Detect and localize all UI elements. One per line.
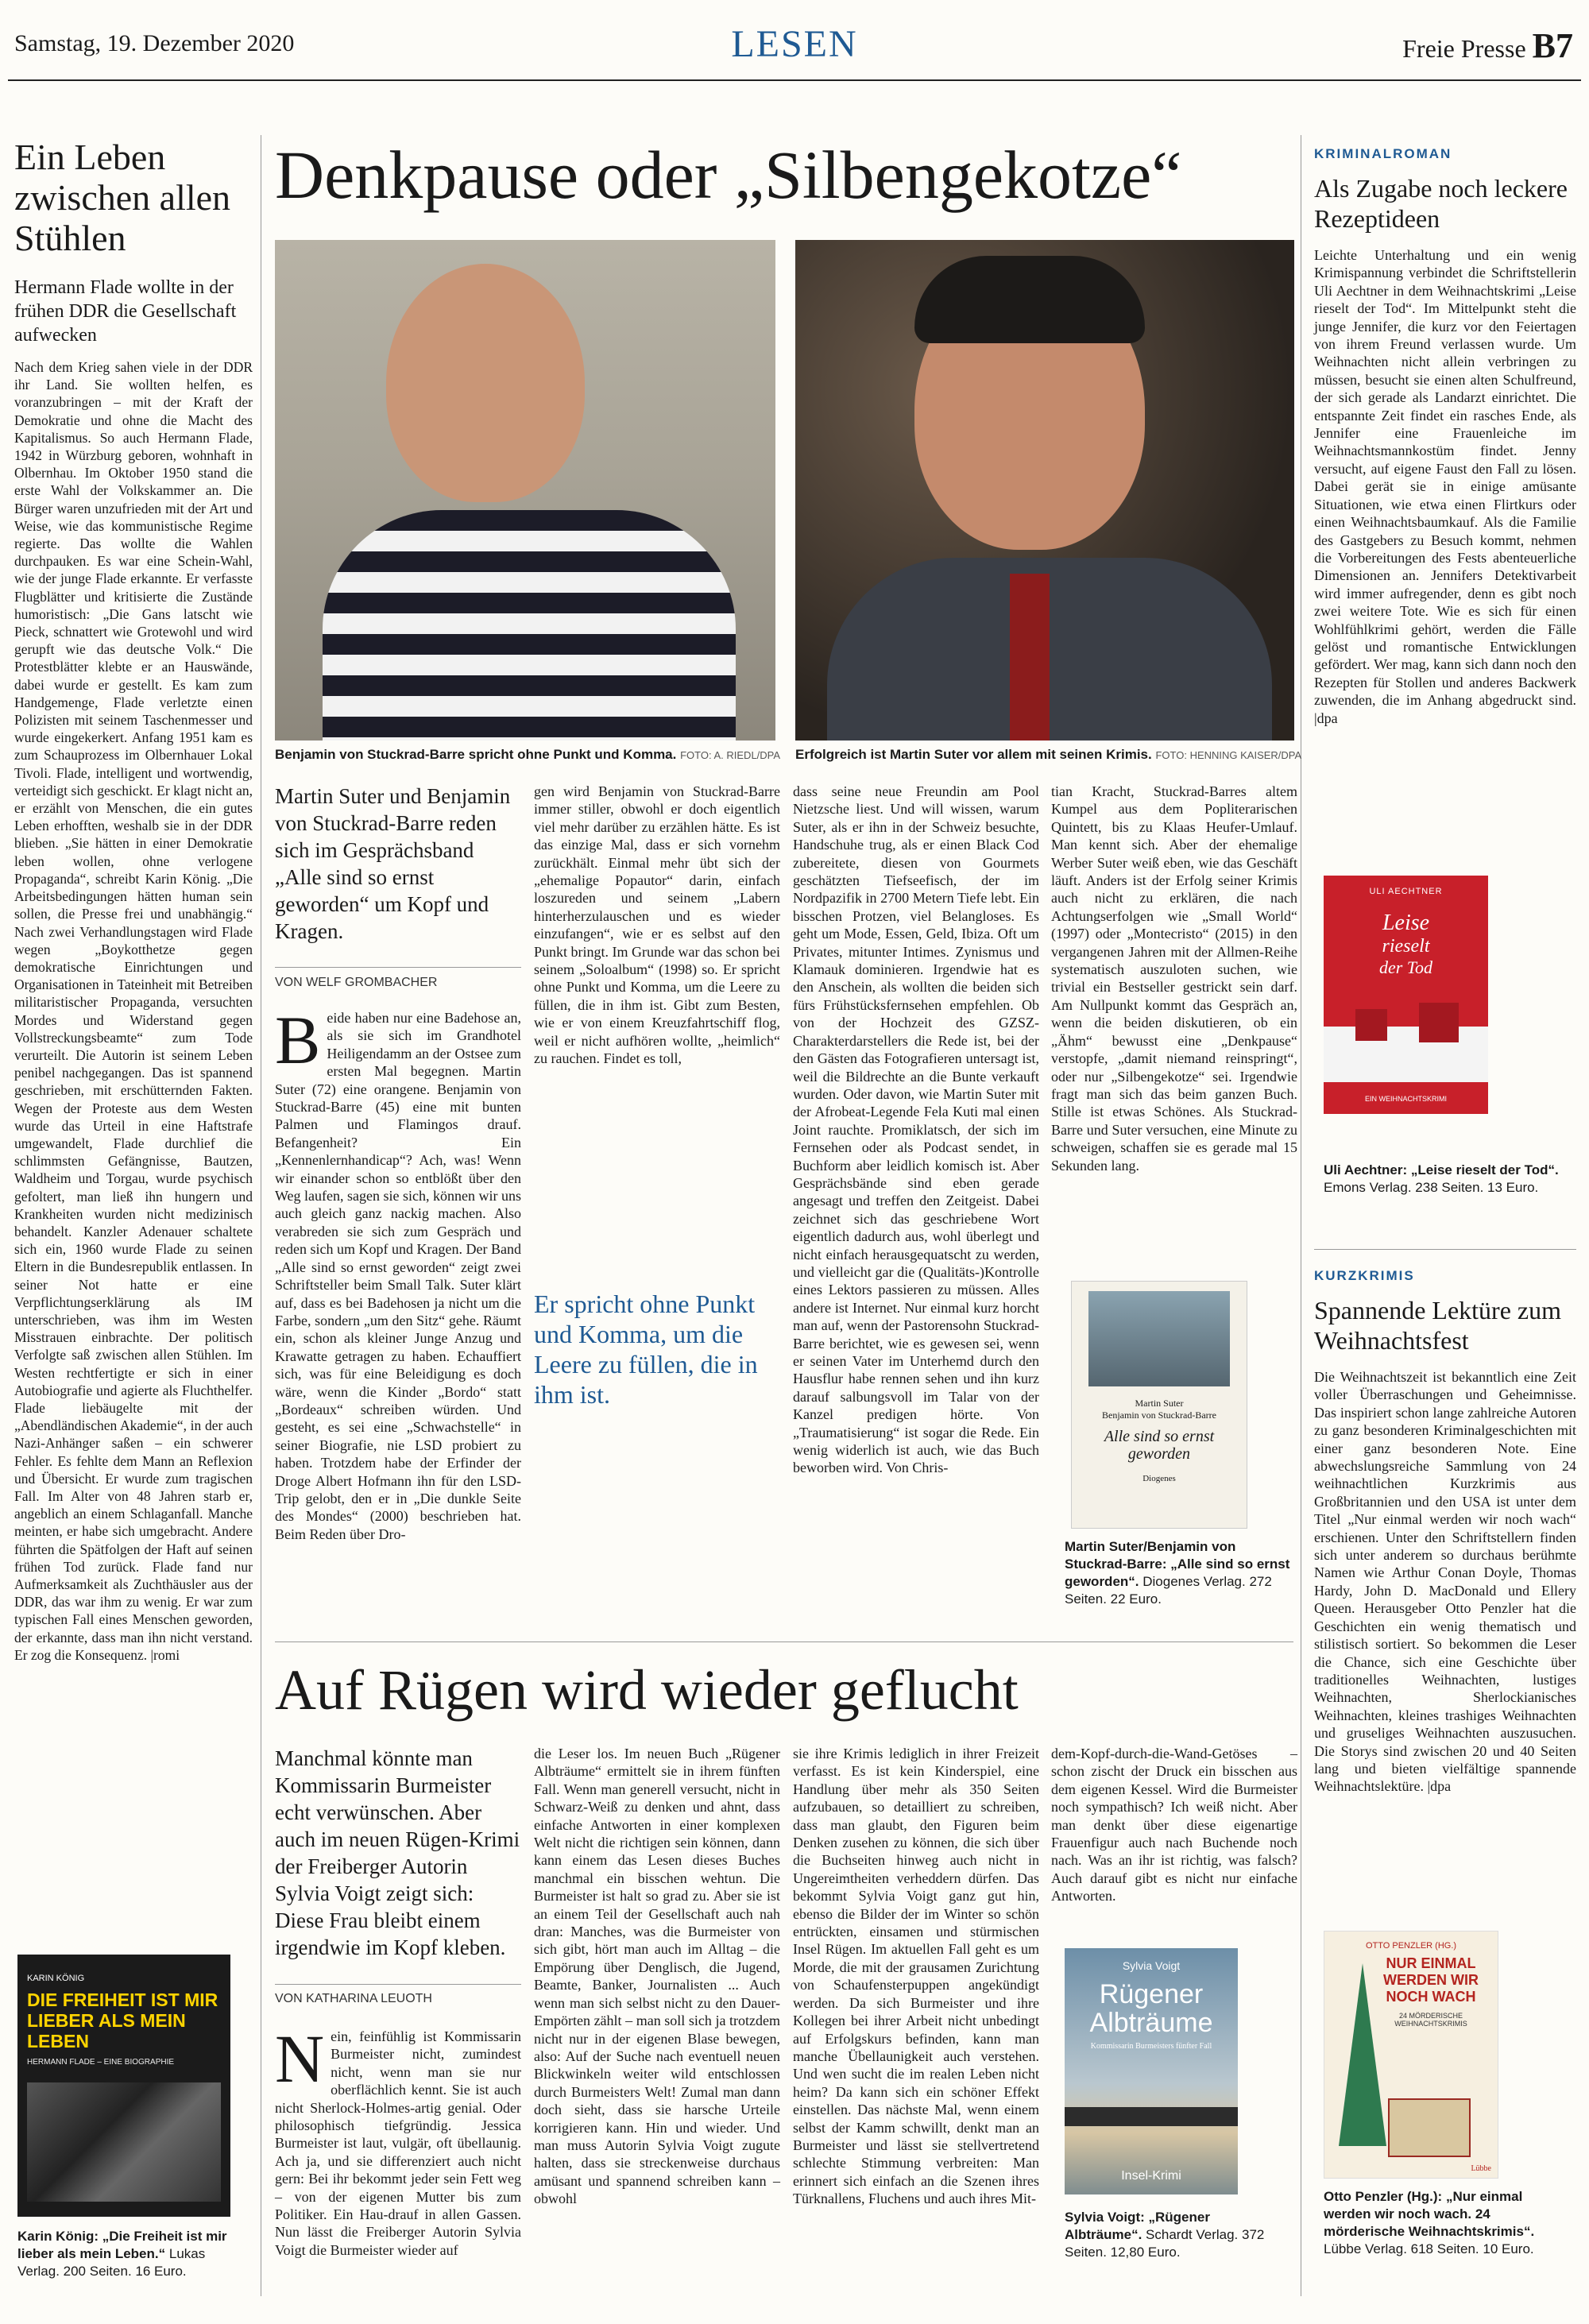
ruegen-col2: die Leser los. Im neuen Buch „Rügener Albträume“ ermittelt sie in ihrem fünften Fall. Wenn man generell versucht, nicht in Schwarz-Weiß zu denken und ahnt, dass einfache Antworten in einer komplexen Welt nicht die richtigen sein können, dann kann einem das Lesen dieses Buches manchmal ein bisschen wehtun. Die Burmeister ist halt so grad zu. Aber sie ist an einem Teil der Gesellschaft auch nah dran: Manches, was die Burmeister von sich gibt, hört man auch im Alltag – die Empörung über Denglisch, die Jugend, Beamte, Banker, Journalisten ... Auch wenn man sich selbst nicht zu den Dauer-Empörten zählt – man soll sich ja trotzdem nicht nur in der eigenen Blase bewegen, also: Auf der Suche nach eventuell neuen Blickwinkeln weiter wild entschlossen durch Burmeisters Welt! Zumal man dann doch sieht, dass sie harsche Urteile korrigieren kann. Hin und wieder. Und man muss Autorin Sylvia Voigt zugute halten, dass sie streckenweise durchaus amüsant und spannend schreiben kann – obwohl	[534, 1746, 780, 2207]
portrait-tie	[1010, 574, 1050, 741]
ruegen-dropcap: N	[275, 2020, 325, 2097]
portrait-hair	[914, 256, 1145, 343]
caption-title: Karin König: „Die Freiheit ist mir lieber als mein Leben.“	[17, 2229, 227, 2261]
right-bottom-headline: Spannende Lektüre zum Weihnachtsfest	[1314, 1296, 1561, 1355]
main-col1	[275, 1002, 521, 1613]
cover-publisher: Lübbe	[1471, 2164, 1491, 2173]
ruegen-headline: Auf Rügen wird wieder geflucht	[275, 1658, 1019, 1722]
caption-title: Otto Penzler (Hg.): „Nur einmal werden wir noch wach. 24 mörderische Weihnachtskrimis“.	[1324, 2189, 1535, 2239]
section-title: LESEN	[731, 23, 858, 65]
cover-author: Sylvia Voigt	[1122, 1959, 1181, 1972]
photo-suter	[795, 240, 1294, 741]
book-caption-freiheit	[17, 2228, 248, 2280]
ruegen-teaser-rule	[275, 1984, 521, 1985]
cover-author: KARIN KÖNIG	[27, 1974, 85, 1983]
main-byline: VON WELF GROMBACHER	[275, 976, 438, 989]
cover-pier	[1065, 2107, 1238, 2126]
right-rule	[1314, 1249, 1576, 1250]
right-bottom-kicker: KURZKRIMIS	[1314, 1268, 1415, 1283]
cover-house	[1388, 2098, 1471, 2157]
cover-title: DIE FREIHEIT IST MIR LIEBER ALS MEIN LEBEN	[27, 1990, 218, 2051]
cover-title-2: rieselt	[1382, 936, 1430, 957]
left-headline: Ein Leben zwischen allen Stühlen	[14, 137, 231, 258]
book-caption-leise	[1324, 1162, 1570, 1197]
cover-subtitle: HERMANN FLADE – EINE BIOGRAPHIE	[27, 2058, 175, 2067]
main-pullquote: Er spricht ohne Punkt und Komma, um die Leere zu füllen, die in ihm ist.	[534, 1290, 758, 1409]
cover-badge: Insel-Krimi	[1121, 2169, 1181, 2183]
cover-house	[1355, 1009, 1387, 1041]
main-col2: gen wird Benjamin von Stuckrad-Barre immer stiller, obwohl er doch eigentlich viel mehr darüber zu erzählen hätte. Es ist das einzige Mal, dass er sich vornehm zurückhält. Einmal mehr übt sich der „ehemalige Popautor“ darin, einfach loszureden und seinem „Labern hinterherzulauschen und es wieder einzufangen“, wie er es selbst auf den Punkt bringt. Im Grunde war das schon bei seinem „Soloalbum“ (1998) so. Er spricht ohne Punkt und Komma, um die Leere zu füllen, die in ihm ist. Gibt zum Besten, wie er von einem Kreuzfahrtschiff flog, weil er nicht aufhören wollte, „heimlich“ zu rauchen. Findet es toll,	[534, 783, 780, 1067]
photo2-caption-text: Erfolgreich ist Martin Suter vor allem mit seinen Krimis.	[795, 747, 1152, 762]
book-caption-ruegener	[1065, 2209, 1287, 2261]
caption-details: Lukas Verlag. 200 Seiten. 16 Euro.	[17, 2246, 206, 2279]
right-bottom-body: Die Weihnachtszeit ist bekanntlich eine Zeit voller Überraschungen und Geheimnisse. Das inspiriert schon lange zahlreiche Autoren zu ganz besonderen Kriminalgeschichten mit einer ganz besonderen Note. Eine abwechslungsreiche Sammlung von 24 weihnachtlichen Kurzkrimis aus Großbritannien und den USA ist unter dem Titel „Nur einmal werden wir noch wach“ erschienen. Unter den Schriftstellern finden sich unter anderem so durchaus berühmte Namen wie Arthur Conan Doyle, Thomas Hardy, John D. MacDonald und Ellery Queen. Herausgeber Otto Penzler hat die Geschichten ein wenig thematisch und stilistisch sortiert. So bekommen die Leser die Chance, sich eine Geschichte über traditionelles Weihnachten, lustiges Weihnachten, Sherlockianisches Weihnachten, kleines trashiges Weihnachten und gruseliges Weihnachten auszusuchen. Die Storys sind zwischen 20 und 40 Seiten lang und bieten vielfältige spannende Weihnachtslektüre. |dpa	[1314, 1369, 1576, 1795]
left-body: Nach dem Krieg sahen viele in der DDR ihr Land. Sie wollten helfen, es voranzubringen – mit der Kraft der Demokratie und ohne die Macht des Kapitalismus. So auch Hermann Flade, 1942 in Würzburg geboren, wohnhaft in Olbernhau. Im Oktober 1950 stand die erste Wahl der Volkskammer an. Die Bürger waren unzufrieden mit der Art und Weise, wie das kommunistische Regime regierte. Das wollte die Wahlen durchpauken. Es war eine Schein-Wahl, wie der junge Flade erkannte. Er verfasste Flugblätter und kritisierte die Zustände humoristisch: „Die Gans latscht wie Pieck, schnattert wie Grotewohl und wird gerupft wie das deutsche Volk.“ Die Protestblätter klebte er an Hauswände, dabei wurde er gestellt. Es kam zum Handgemenge, Flade verletzte einen Polizisten mit seinem Taschenmesser und wurde eingekerkert. Anfang 1951 kam es zum Schauprozess im Olbernhauer Lokal Tivoli. Flade, intelligent und wortwendig, verteidigt sich geschickt. Er klagt nicht an, er erzählt von Menschen, die ein gutes Leben erhofften, weshalb sie in der DDR blieben. „Sie hätten in einer Demokratie leben wollen, ohne verlogene Propaganda“, schreibt Karin König. „Die Arbeitsbedingungen hätten human sein sollen, die Presse frei und unabhängig.“ Nach zwei Verhandlungstagen wird Flade wegen „Boykotthetze gegen demokratische Einrichtungen und Organisationen in Tateinheit mit Betreiben militaristischer Propaganda, versuchten Mordes und Widerstand gegen Vollstreckungsbeamte“ zum Tode verurteilt. Die Autorin ist seinem Leben penibel nachgegangen. Das ist spannend geschrieben, mit erschütternden Fakten. Wegen der Proteste aus dem Westen wurde das Urteil in eine Haftstrafe umgewandelt, Flade durchlief die schlimmsten Gefängnisse, Bautzen, Waldheim und Torgau, wurde psychisch gefoltert, man ließ ihn hungern und Krankheiten wurden nicht medizinisch behandelt. Kanzler Adenauer schaltete sich ein, 1960 wurde Flade zu seinen Eltern in die Bundesrepublik entlassen. In seiner Not hatte er eine Verpflichtungserklärung als IM unterschrieben, was ihm im Westen Misstrauen einbrachte. Der politisch Verfolgte saß zwischen allen Stühlen. Im Westen rechtfertigte er sich in einer Autobiografie und agierte als Fluchthelfer. Flade liebäugelte mit der „Abendländischen Akademie“, in der auch Nazi-Anhänger saßen – ein schwerer Fehler. Es fehlte dem Mann an Reflexion und Übersicht. Er wurde zum tragischen Fall. Im Alter von 48 Jahren starb er, angeblich an einem Schlaganfall. Manche meinten, er habe sich umgebracht. Andere führten die Spätfolgen der Haft auf seinen frühen Tod zurück. Flade fand nur Aufmerksamkeit als Zuchthäusler aus der DDR, das war ihm zu wenig. Er war zum typischen Fall eines Menschen geworden, der erkannte, dass man ihn nicht verstand. Er zog die Konsequenz. |romi	[14, 359, 253, 1663]
portrait-face	[386, 264, 585, 502]
ruegen-col3: sie ihre Krimis lediglich in ihrer Freizeit verfasst. Es ist kein Kinderspiel, eine Handlung über mehr als 350 Seiten aufzubauen, so detailliert zu schreiben, dass man glaubt, den Figuren beim Denken zusehen zu können, die sich über die Buchseiten hinweg auch nicht in Ungereimtheiten verheddern dürfen. Das bekommt Sylvia Voigt ganz gut hin, ebenso die Bilder der im Winter so schön entrückten, einsamen und stürmischen Insel Rügen. Im aktuellen Fall geht es um Morde, die mit der grausamen Zurichtung von Schaufensterpuppen angekündigt werden. Da sich Burmeister und ihre Kollegen bei ihrer Arbeit nicht unbedingt auf Erfolgskurs befinden, kann man manche Übellaunigkeit auch verstehen. Und wen sucht die im realen Leben nicht heim? Da kann sich ein schöner Effekt einstellen. Das nächste Mal, wenn einem selbst der Kamm schwillt, denkt man an Burmeister und lässt sie stellvertretend schlechte Stimmung verbreiten: Man erinnert sich einfach an die Szenen ihres Türknallens, Fluchens und auch ihres Mit-	[793, 1746, 1039, 2207]
cover-title: NUR EINMAL WERDEN WIR NOCH WACH	[1383, 1955, 1479, 2005]
main-col4: tian Kracht, Stuckrad-Barres altem Kumpel aus dem Popliterarischen Quintett, bis zu Klaas Heufer-Umlauf. Man kennt sich. Aber der ehemalige Werber Suter weiß eben, wie das Geschäft läuft. Anders ist der Erfolg seiner Krimis auch nicht zu erklären, die nach Achtungserfolgen wie „Small World“ (1997) oder „Montecristo“ (2015) in den vergangenen Jahren mit der Allmen-Reihe systematisch auszuloten suchen, wie trivial ein Bestseller gestrickt sein darf. Am Nullpunkt kommt das Gespräch an, wenn die beiden diskutieren, ob ein „Ähm“ bewusst eine „Denkpause“ verstopfe, „damit niemand reinspringt“, oder nur „Silbengekotze“ sei. Irgendwie fragt man sich das beim ganzen Buch. Stille ist etwas Schönes. Als Stuckrad-Barre und Suter versuchen, eine Minute zu schweigen, schaffen sie es gerade mal 15 Sekunden lang.	[1051, 783, 1297, 1174]
ruegen-col1	[275, 2020, 521, 2302]
caption-title: Uli Aechtner: „Leise rieselt der Tod“.	[1324, 1162, 1559, 1177]
cover-title-1: Leise	[1382, 911, 1430, 935]
main-teaser: Martin Suter und Benjamin von Stuckrad-Barre reden sich im Gesprächsband „Alle sind so ernst geworden“ um Kopf und Kragen.	[275, 784, 511, 943]
ruegen-col1-text: ein, feinfühlig ist Kommissarin Burmeister nicht, zumindest nicht, wenn man sie nur oberflächlich kennt. Sie ist auch nicht Sherlock-Holmes-artig genial. Oder philosophisch tiefgründig. Jessica Burmeister ist laut, vulgär, oft übellaunig. Ach ja, und sie differenziert auch nicht gern: Bei ihr bekommt jeder sein Fett weg – von der eigenen Mutter bis zum Politiker. Ein Hau-drauf in allen Gassen. Nun lässt die Freiberger Autorin Sylvia Voigt die Burmeister wieder auf	[275, 2028, 521, 2258]
cover-photo	[1088, 1291, 1230, 1386]
book-cover-freiheit	[17, 1955, 230, 2217]
right-top-article	[1314, 146, 1576, 862]
cover-subtitle: EIN WEIHNACHTSKRIMI	[1364, 1095, 1447, 1103]
issue-date: Samstag, 19. Dezember 2020	[14, 30, 295, 56]
cover-title: Rügener Albträume	[1089, 1979, 1213, 2038]
cover-title: Alle sind so ernst geworden	[1104, 1428, 1215, 1463]
book-caption-alle-sind	[1065, 1538, 1295, 1608]
photo2-caption	[795, 747, 1304, 763]
photo1-caption	[275, 747, 783, 763]
cover-subtitle: 24 MÖRDERISCHE WEIHNACHTSKRIMIS	[1394, 2012, 1467, 2028]
cover-author1: Martin Suter	[1135, 1398, 1184, 1409]
right-top-headline: Als Zugabe noch leckere Rezeptideen	[1314, 174, 1568, 233]
cover-author2: Benjamin von Stuckrad-Barre	[1102, 1409, 1216, 1421]
right-top-body: Leichte Unterhaltung und ein wenig Krimispannung verbindet die Schriftstellerin Uli Aechtner in dem Weihnachtskrimi „Leise rieselt der Tod“. Im Mittelpunkt steht die junge Jennifer, die kurz vor den Feiertagen von ihrem Freund verlassen wurde. Um Weihnachten nicht allein verbringen zu müssen, besucht sie einen alten Schulfreund, der sich gerade als Landarzt einrichtet. Die entspannte Zeit findet ein rasches Ende, als Jennifer eine Frauenleiche im Weihnachtsmannkostüm findet. Jenny versucht, auf eigene Faust den Fall zu lösen. Dabei gerät sie in einige amüsante Situationen, wie etwa einen Flirtkurs oder einen Weihnachtsbaumkauf. Als die Familie des Gastgebers zu Besuch kommt, nehmen die Vorbereitungen des Fests abenteuerliche Dimensionen an. Jennifers Detektivarbeit wird immer aufregender, denn es gibt noch zwei weitere Tote. Wie es sich für einen Wohlfühlkrimi gehört, werden die Fälle gelöst und romantische Entwicklungen gefördert. Wer mag, kann sich dann noch den Rezepten für Stollen und anderes Backwerk zuwenden, die im Anhang abgedruckt sind. |dpa	[1314, 247, 1576, 726]
page-number: B7	[1532, 26, 1573, 65]
cover-author: OTTO PENZLER (HG.)	[1365, 1941, 1457, 1951]
main-dropcap: B	[275, 1002, 321, 1078]
book-caption-nur-einmal	[1324, 2188, 1570, 2258]
photo1-caption-text: Benjamin von Stuckrad-Barre spricht ohne Punkt und Komma.	[275, 747, 677, 762]
teaser-rule	[275, 967, 521, 968]
left-subhead: Hermann Flade wollte in der frühen DDR die Gesellschaft aufwecken	[14, 277, 237, 346]
left-article	[14, 137, 253, 1892]
book-cover-leise	[1324, 876, 1488, 1114]
paper-name	[1402, 25, 1573, 66]
photo-stuckrad-barre	[275, 240, 775, 741]
ruegen-col4: dem-Kopf-durch-die-Wand-Getöses – schon zischt der Druck ein bisschen aus dem eigenen Kessel. Wird die Burmeister noch sympathisch? Ich weiß nicht. Aber man denkt über diese eigenartige Frauenfigur auch nach Buchende noch nach. Was an ihr ist richtig, was falsch? Auch darauf gibt es nicht nur einfache Antworten.	[1051, 1746, 1297, 1904]
caption-details: Lübbe Verlag. 618 Seiten. 10 Euro.	[1324, 2241, 1534, 2256]
portrait-suit	[827, 558, 1272, 741]
caption-details: Diogenes Verlag. 272 Seiten. 22 Euro.	[1065, 1574, 1272, 1607]
book-cover-ruegener	[1065, 1948, 1238, 2194]
paper-title: Freie Presse	[1402, 34, 1526, 63]
cover-tree	[1339, 1963, 1386, 2146]
right-bottom-article	[1314, 1268, 1576, 1936]
cover-subtitle: Kommissarin Burmeisters fünfter Fall	[1090, 2042, 1212, 2051]
caption-details: Emons Verlag. 238 Seiten. 13 Euro.	[1324, 1180, 1539, 1195]
main-col3: dass seine neue Freundin am Pool Nietzsche liest. Und will wissen, warum Suter, als er ihn in der Schweiz besuchte, Handschuhe trug, als er einen Black Cod zubereitete, diesen von Gourmets geschätzten Tiefseefisch, der im Nordpazifik in 2700 Metern Tiefe lebt. Ein bisschen Protzen, viel Belangloses. Es geht um Mode, Essen, Geld, Ibiza. Oft um Privates, mitunter Intimes. Zynismus und Klamauk dominieren. Irgendwie hat es den Anschein, als wollten die beiden sich fürs Frühstücksfernsehen empfehlen. Ob von der Hochzeit des GZSZ-Charakterdarstellers die Rede ist, bei der den Gästen das Fotografieren untersagt ist, weil die Bildrechte an die Bunte verkauft wurden. Oder davon, wie Martin Suter mit der Afrobeat-Legende Fela Kuti mal einen Joint rauchte. Promiklatsch, der sich im Fernsehen oder als Podcast sendet, in Buchform aber leidlich komisch ist. Aber Gesprächsbände sind eben gerade angesagt und treffen den Zeitgeist. Dabei zeichnet sich das geschriebene Wort eigentlich dadurch aus, wohl überlegt und nicht einfach herausgequatscht zu werden, und vielleicht gar die (Qualitäts-)Kontrolle eines Lektors passieren zu müssen. Alles andere ist Internet. Nur einmal kurz horcht man auf, wenn der Pastorensohn Stuckrad-Barre berichtet, wie es gewesen sei, wenn er seinen Vater im Unterhemd durch den Hausflur habe rennen sehen und ihn kurz darauf salbungsvoll im Talar von der Kanzel predigen hörte. Von „Traumatisierung“ ist sogar die Rede. Ein wenig widerlich ist auch, wie das Buch beworben wird. Von Chris-	[793, 783, 1039, 1476]
book-cover-alle-sind	[1071, 1281, 1247, 1529]
ruegen-teaser: Manchmal könnte man Kommissarin Burmeister echt verwünschen. Aber auch im neuen Rügen-Krimi der Freiberger Autorin Sylvia Voigt zeigt sich: Diese Frau bleibt einem irgendwie im Kopf kleben.	[275, 1746, 520, 1959]
cover-photo	[27, 2082, 221, 2202]
photo1-credit: FOTO: A. RIEDL/DPA	[680, 749, 781, 761]
cover-title-3: der Tod	[1378, 957, 1433, 977]
striped-sweater	[323, 510, 736, 741]
cover-author: ULI AECHTNER	[1369, 887, 1443, 896]
book-cover-nur-einmal	[1324, 1931, 1498, 2179]
header-rule	[8, 79, 1581, 81]
main-headline: Denkpause oder „Silbengekotze“	[275, 137, 1182, 213]
cover-house	[1419, 1003, 1459, 1042]
section-rule	[275, 1641, 1293, 1642]
caption-details: Schardt Verlag. 372 Seiten. 12,80 Euro.	[1065, 2227, 1265, 2260]
caption-title: Sylvia Voigt: „Rügener Albträume“.	[1065, 2210, 1210, 2242]
cover-snow	[1324, 1027, 1488, 1082]
right-top-kicker: KRIMINALROMAN	[1314, 146, 1452, 161]
ruegen-byline: VON KATHARINA LEUOTH	[275, 1992, 432, 2005]
cover-publisher: Diogenes	[1142, 1474, 1176, 1483]
main-col1-text: eide haben nur eine Badehose an, als sie sich im Grandhotel Heiligendamm an der Ostsee zum ersten Mal begegnen. Martin Suter (72) eine orangene. Benjamin von Stuckrad-Barre (45) eine mit bunten Palmen und Flamingos drauf. Befangenheit? Ein „Kennenlernhandicap“? Ach, was! Wenn wir einander schon so entblößt über den Weg laufen, sagen sie sich, können wir uns auch gleich ganz nackig machen. Also verabreden sie sich zum Gespräch und reden sich um Kopf und Kragen. Der Band „Alle sind so ernst geworden“ zeigt zwei Schriftsteller beim Small Talk. Suter klärt auf, dass es bei Badehosen ja nicht um die Farbe, sondern „um den Sitz“ gehe. Räumt ein, schon als kleiner Junge Anzug und Krawatte getragen zu haben. Echauffiert sich, was für eine Beleidigung es doch wäre, wenn die Kinder „Bordo“ statt „Bordeaux“ schreiben würden. Und gesteht, es sei eine „Schwachstelle“ in seiner Biografie, nie LSD probiert zu haben. Trotzdem habe der Erfinder der Droge Albert Hofmann ihn für den LSD-Trip gelobt, den er in „Die dunkle Seite des Mondes“ (2000) beschrieben hat. Beim Reden über Dro-	[275, 1010, 521, 1542]
cover-title	[1324, 911, 1488, 978]
photo2-credit: FOTO: HENNING KAISER/DPA	[1155, 749, 1302, 761]
caption-title: Martin Suter/Benjamin von Stuckrad-Barre: „Alle sind so ernst geworden“.	[1065, 1539, 1290, 1589]
